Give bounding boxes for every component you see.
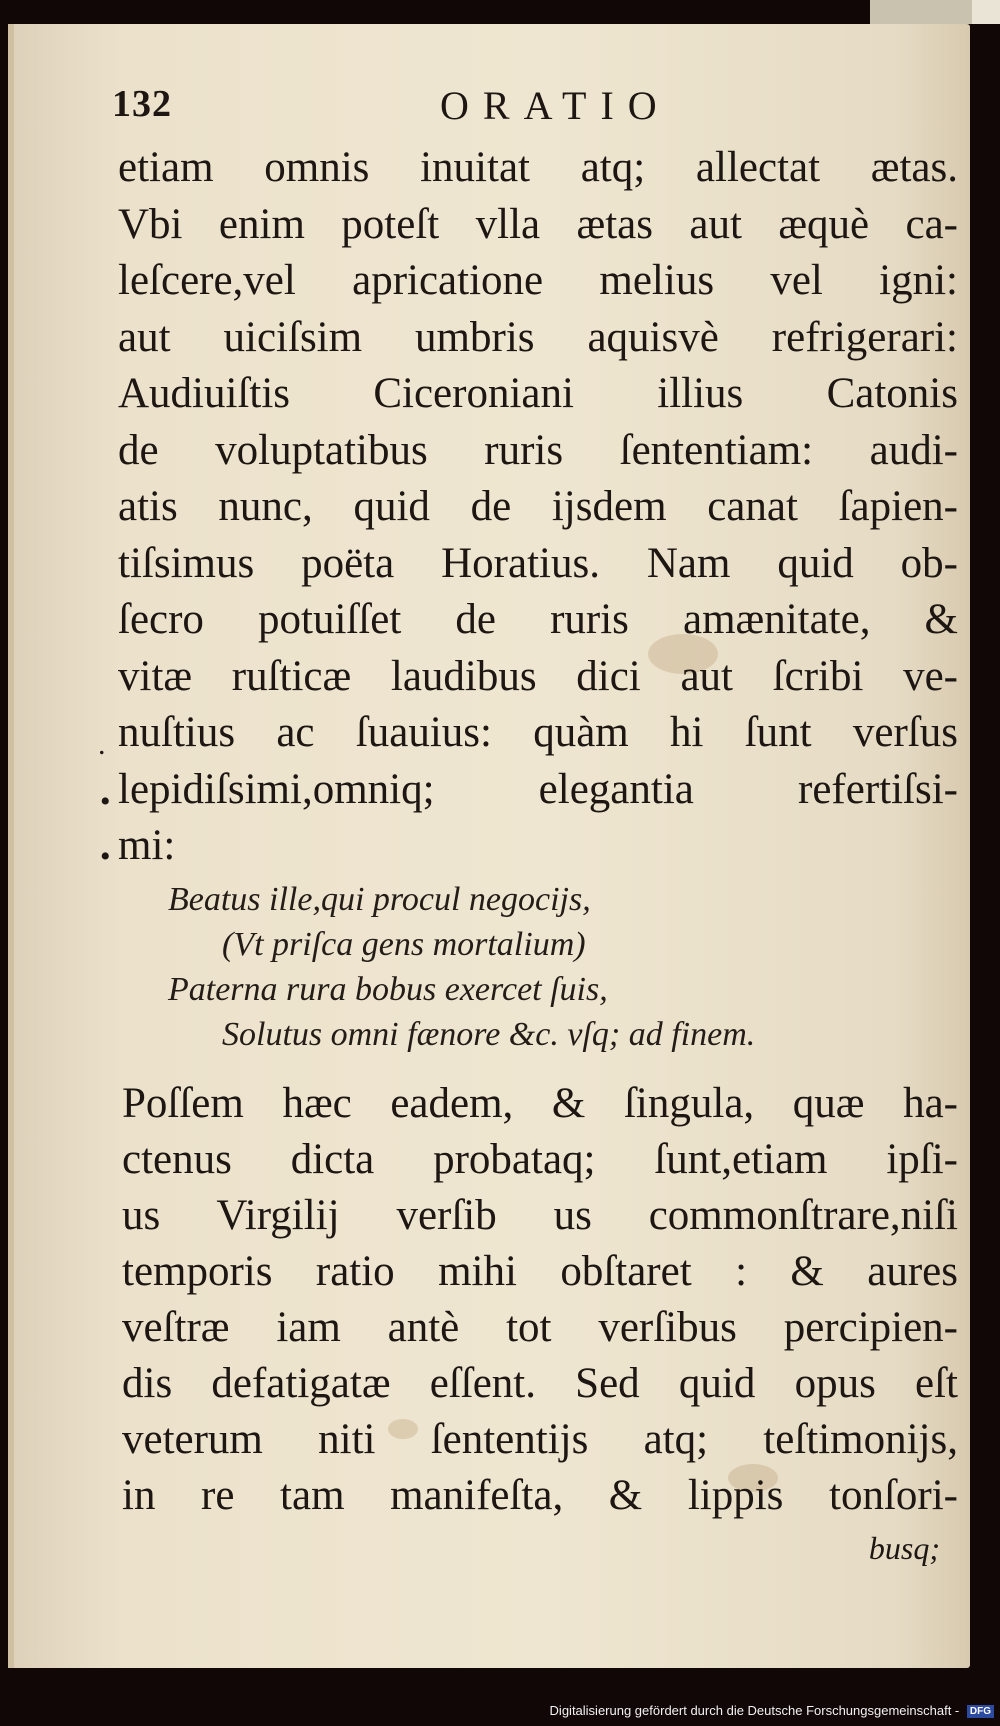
- page-edge-tab-light: [972, 0, 1000, 24]
- verse-line: Solutus omni fænore &c. vſq; ad finem.: [222, 1016, 756, 1053]
- text-line: Vbi enim poteſt vlla ætas aut æquè ca-: [118, 200, 958, 248]
- text-line: vitæ ruſticæ laudibus dici aut ſcribi ve-: [118, 652, 958, 700]
- text-line: ſecro potuiſſet de ruris amænitate, &: [118, 596, 958, 643]
- text-line: Poſſem hæc eadem, & ſingula, quæ ha-: [122, 1080, 958, 1127]
- text-line: ctenus dicta probataq; ſunt,etiam ipſi-: [122, 1136, 958, 1183]
- text-line: temporis ratio mihi obſtaret : & aures: [122, 1248, 958, 1295]
- text-line: nuſtius ac ſuauius: quàm hi ſunt verſus: [118, 709, 958, 756]
- text-line: us Virgilij verſib us commonſtrare,niſi: [122, 1192, 958, 1239]
- text-line: veſtræ iam antè tot verſibus percipien-: [122, 1304, 958, 1351]
- text-line: veterum niti ſententijs atq; teſtimonijs,: [122, 1416, 958, 1463]
- verse-line: Beatus ille,qui procul negocijs,: [168, 881, 591, 918]
- credit-text: Digitalisierung gefördert durch die Deutsche Forschungsgemeinschaft -: [549, 1703, 960, 1718]
- dfg-logo: DFG: [967, 1705, 994, 1718]
- text-line: leſcere,vel apricatione melius vel igni:: [118, 257, 958, 304]
- margin-dot-mark: •: [100, 785, 111, 818]
- verse-line: (Vt priſca gens mortalium): [222, 926, 586, 963]
- digitization-credit: [550, 1703, 994, 1718]
- verse-line: Paterna rura bobus exercet ſuis,: [168, 971, 608, 1008]
- text-line: de voluptatibus ruris ſententiam: audi-: [118, 426, 958, 474]
- main-text-block: [118, 140, 958, 875]
- main-text-block-2: [122, 1076, 958, 1524]
- text-line: lepidiſsimi,omniq; elegantia refertiſsi-: [118, 765, 958, 813]
- text-line: atis nunc, quid de ijsdem canat ſapien-: [118, 483, 958, 530]
- text-line: etiam omnis inuitat atq; allectat ætas.: [118, 144, 958, 191]
- text-line: tiſsimus poëta Horatius. Nam quid ob-: [118, 539, 958, 587]
- catchword: busq;: [868, 1530, 940, 1566]
- text-line: in re tam manifeſta, & lippis tonſori-: [122, 1472, 958, 1519]
- page-gutter-edge: [8, 24, 14, 1668]
- margin-dot-mark: •: [100, 840, 111, 873]
- page-number: 132: [112, 83, 172, 125]
- running-head: ORATIO: [440, 83, 671, 128]
- margin-dot-mark: .: [98, 728, 106, 761]
- text-line: mi:: [118, 822, 176, 869]
- verse-quotation: [168, 877, 755, 1057]
- text-line: aut uiciſsim umbris aquisvè refrigerari:: [118, 313, 958, 361]
- text-line: Audiuiſtis Ciceroniani illius Catonis: [118, 370, 958, 417]
- text-line: dis defatigatæ eſſent. Sed quid opus eſt: [122, 1360, 958, 1407]
